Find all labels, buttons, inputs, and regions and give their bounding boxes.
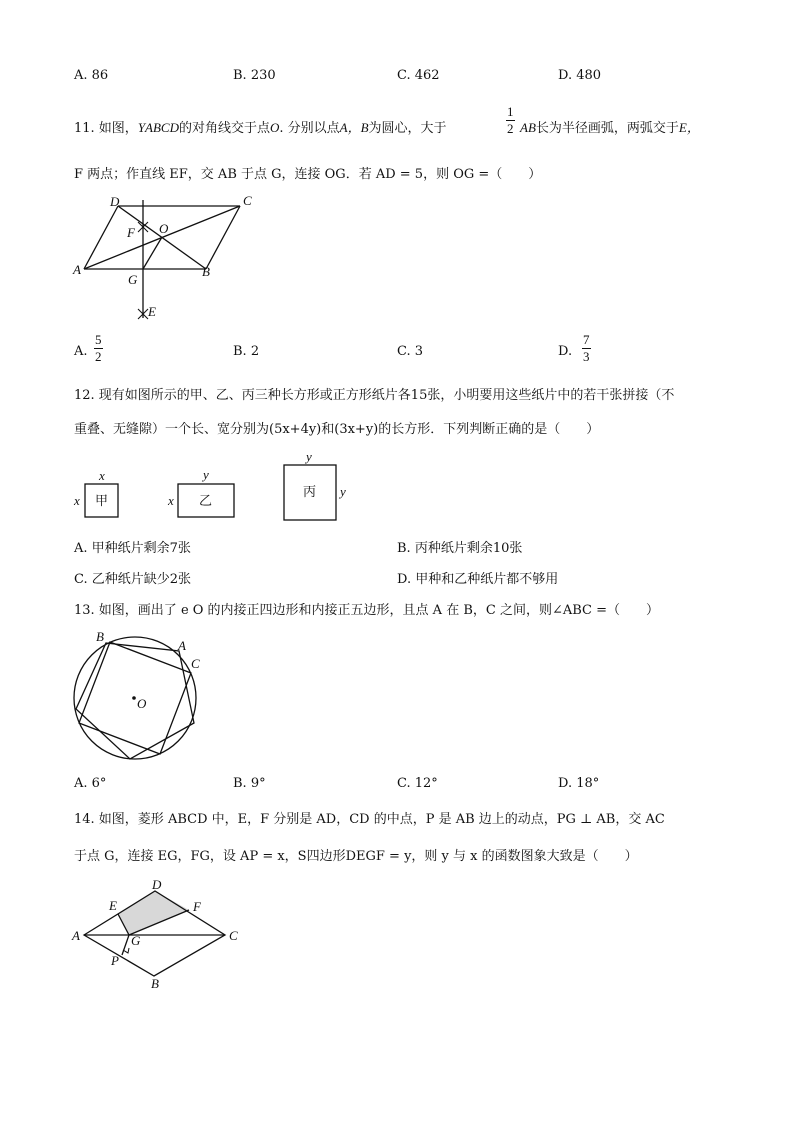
q14-line1: 14. 如图，菱形 ABCD 中，E，F 分别是 AD，CD 的中点，P 是 AB 边上的动点，PG ⊥ AB，交 AC	[74, 812, 665, 827]
fraction-denominator: 2	[507, 121, 514, 136]
q13-option-d: D. 18°	[558, 776, 600, 791]
fraction-numerator: 1	[507, 104, 514, 119]
yi-top-label: y	[203, 467, 209, 482]
label-O: O	[137, 696, 147, 711]
q11-text: A，B	[339, 120, 369, 135]
q13-option-a: A. 6°	[74, 776, 107, 791]
q11-option-d-label: D.	[558, 344, 573, 359]
q10-option-b: B. 230	[233, 68, 276, 83]
label-C: C	[229, 928, 238, 943]
q10-option-c: C. 462	[397, 68, 440, 83]
q12-option-d: D. 甲种和乙种纸片都不够用	[397, 572, 559, 587]
q11-line2: F 两点；作直线 EF，交 AB 于点 G，连接 OG．若 AD = 5，则 OG =（ ）	[74, 167, 542, 182]
q11-text: 为圆心，大于	[368, 121, 447, 136]
q11-text: E，	[678, 120, 700, 135]
bing-right-label: y	[340, 484, 346, 499]
q11-text: 11. 如图，	[74, 121, 138, 136]
label-D: D	[110, 194, 120, 209]
label-B: B	[151, 976, 159, 991]
label-F: F	[193, 899, 201, 914]
fraction-denominator: 3	[583, 349, 590, 364]
q11-text: 长为半径画弧，两弧交于	[535, 121, 679, 136]
jia-name: 甲	[95, 494, 109, 509]
bing-top-label: y	[306, 449, 312, 464]
q12-option-a: A. 甲种纸片剩余7张	[74, 541, 191, 556]
q11-text: O	[270, 120, 280, 135]
yi-name: 乙	[199, 494, 213, 509]
label-P: P	[111, 953, 119, 968]
fraction-denominator: 2	[95, 349, 102, 364]
q11-option-b: B. 2	[233, 344, 260, 359]
bing-name: 丙	[303, 485, 317, 500]
fraction-numerator: 5	[95, 332, 102, 347]
label-F: F	[127, 225, 135, 240]
q14-line2: 于点 G，连接 EG，FG，设 AP = x，S四边形DEGF = y，则 y 与 x 的函数图象大致是（ ）	[74, 849, 638, 864]
fraction-numerator: 7	[583, 332, 590, 347]
q10-option-d: D. 480	[558, 68, 602, 83]
label-E: E	[148, 304, 156, 319]
label-G: G	[131, 933, 141, 948]
q12-line2: 重叠、无缝隙）一个长、宽分别为(5x+4y)和(3x+y)的长方形．下列判断正确的是（ ）	[74, 422, 600, 437]
label-E: E	[109, 898, 117, 913]
jia-top-label: x	[99, 468, 105, 483]
q12-line1: 12. 现有如图所示的甲、乙、丙三种长方形或正方形纸片各15张，小明要用这些纸片中的若干张拼接（不	[74, 388, 675, 403]
q12-option-c: C. 乙种纸片缺少2张	[74, 572, 192, 587]
label-C: C	[243, 193, 252, 208]
label-D: D	[152, 877, 162, 892]
q13-option-c: C. 12°	[397, 776, 438, 791]
q13-line1: 13. 如图，画出了 e O 的内接正四边形和内接正五边形，且点 A 在 B，C 之间，则∠ABC =（ ）	[74, 603, 660, 618]
label-A: A	[178, 638, 186, 653]
q12-option-b: B. 丙种纸片剩余10张	[397, 541, 523, 556]
q10-option-a: A. 86	[74, 68, 109, 83]
q11-option-c: C. 3	[397, 344, 424, 359]
label-B: B	[202, 264, 210, 279]
q11-text: ΥABCD	[137, 120, 179, 135]
label-O: O	[159, 221, 169, 236]
q11-option-a-label: A.	[74, 344, 88, 359]
q11-text: 的对角线交于点	[178, 121, 270, 136]
q11-text: AB	[520, 120, 536, 135]
label-A: A	[72, 928, 80, 943]
q11-text: . 分别以点	[279, 121, 340, 136]
q13-option-b: B. 9°	[233, 776, 266, 791]
label-A: A	[73, 262, 81, 277]
yi-left-label: x	[168, 493, 174, 508]
label-C: C	[191, 656, 200, 671]
jia-left-label: x	[74, 493, 80, 508]
label-B: B	[96, 629, 104, 644]
label-G: G	[128, 272, 138, 287]
